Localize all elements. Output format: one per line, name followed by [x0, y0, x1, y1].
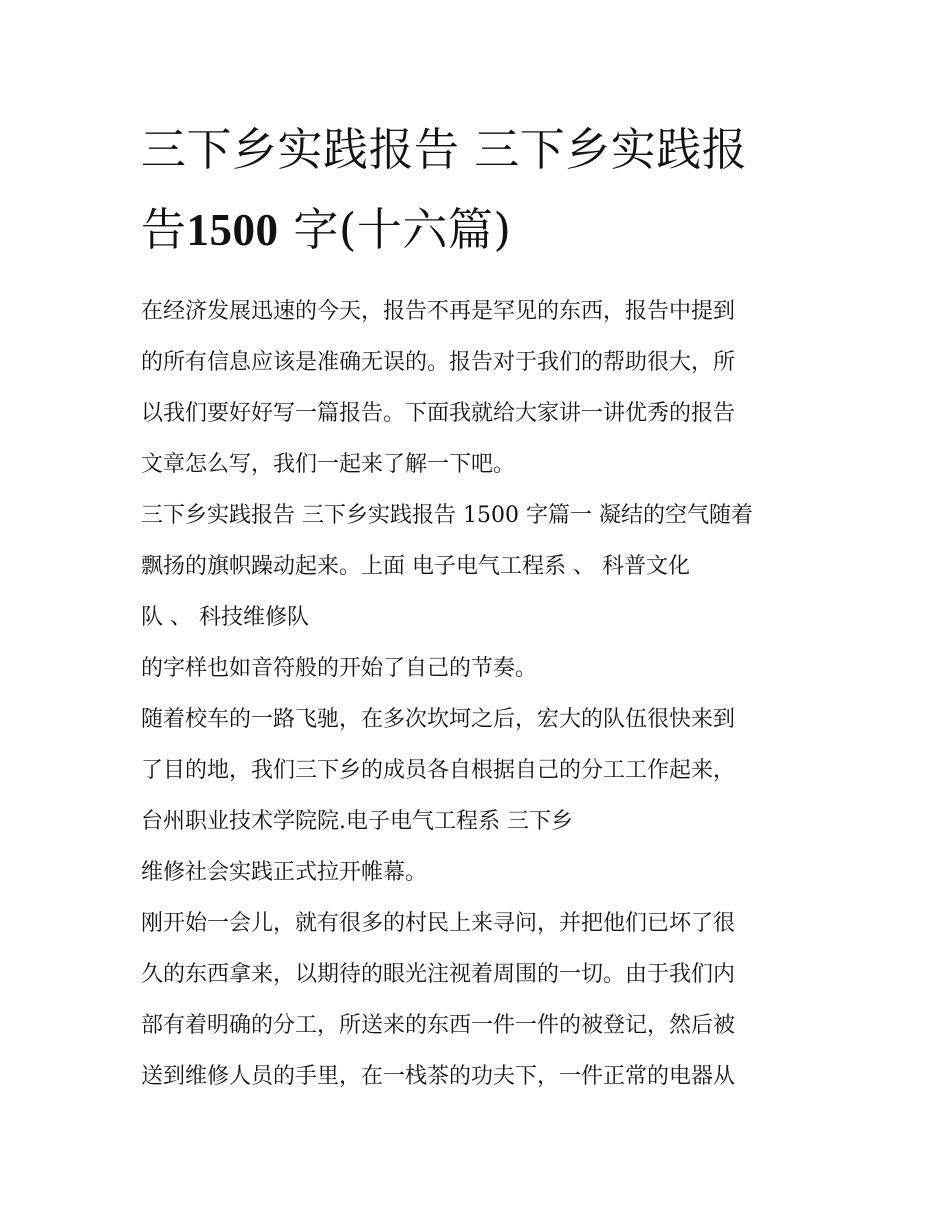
paragraph-line: 飘扬的旗帜躁动起来。上面 电子电气工程系 、 科普文化	[141, 554, 690, 579]
paragraph-line: 维修社会实践正式拉开帷幕。	[141, 860, 428, 885]
paragraph-line: 文章怎么写，我们一起来了解一下吧。	[141, 452, 516, 477]
paragraph-line: 刚开始一会儿，就有很多的村民上来寻问，并把他们已坏了很	[141, 911, 736, 936]
paragraph-line: 随着校车的一路飞驰，在多次坎坷之后，宏大的队伍很快来到	[141, 707, 736, 732]
paragraph-section-one	[141, 490, 821, 694]
paragraph-line: 久的东西拿来，以期待的眼光注视着周围的一切。由于我们内	[141, 962, 736, 987]
paragraph-line: 以我们要好好写一篇报告。下面我就给大家讲一讲优秀的报告	[141, 401, 736, 426]
paragraph-line: 的所有信息应该是准确无误的。报告对于我们的帮助很大，所	[141, 350, 736, 375]
paragraph-line: 队 、 科技维修队	[141, 605, 309, 630]
title-line-1: 三下乡实践报告 三下乡实践报	[141, 123, 748, 176]
paragraph-line: 部有着明确的分工，所送来的东西一件一件的被登记，然后被	[141, 1013, 736, 1038]
paragraph-line: 的字样也如音符般的开始了自己的节奏。	[141, 656, 538, 681]
document-title	[141, 110, 821, 270]
paragraph-line: 在经济发展迅速的今天，报告不再是罕见的东西，报告中提到	[141, 299, 736, 324]
document-body	[141, 286, 821, 1102]
paragraph-line: 送到维修人员的手里，在一栈茶的功夫下，一件正常的电器从	[141, 1064, 736, 1089]
paragraph-line: 三下乡实践报告 三下乡实践报告 1500 字篇一 凝结的空气随着	[141, 503, 753, 528]
document-page	[141, 110, 821, 1102]
paragraph-line: 了目的地，我们三下乡的成员各自根据自己的分工工作起来，	[141, 758, 736, 783]
paragraph-repair	[141, 898, 821, 1102]
paragraph-intro	[141, 286, 821, 490]
title-number: 1500	[186, 205, 279, 255]
title-line-2-suffix: 字(十六篇)	[278, 203, 512, 256]
paragraph-line: 台州职业技术学院院.电子电气工程系 三下乡	[141, 809, 573, 834]
title-line-2-prefix: 告	[141, 203, 187, 256]
title-line-2	[141, 190, 821, 270]
paragraph-arrival	[141, 694, 821, 898]
